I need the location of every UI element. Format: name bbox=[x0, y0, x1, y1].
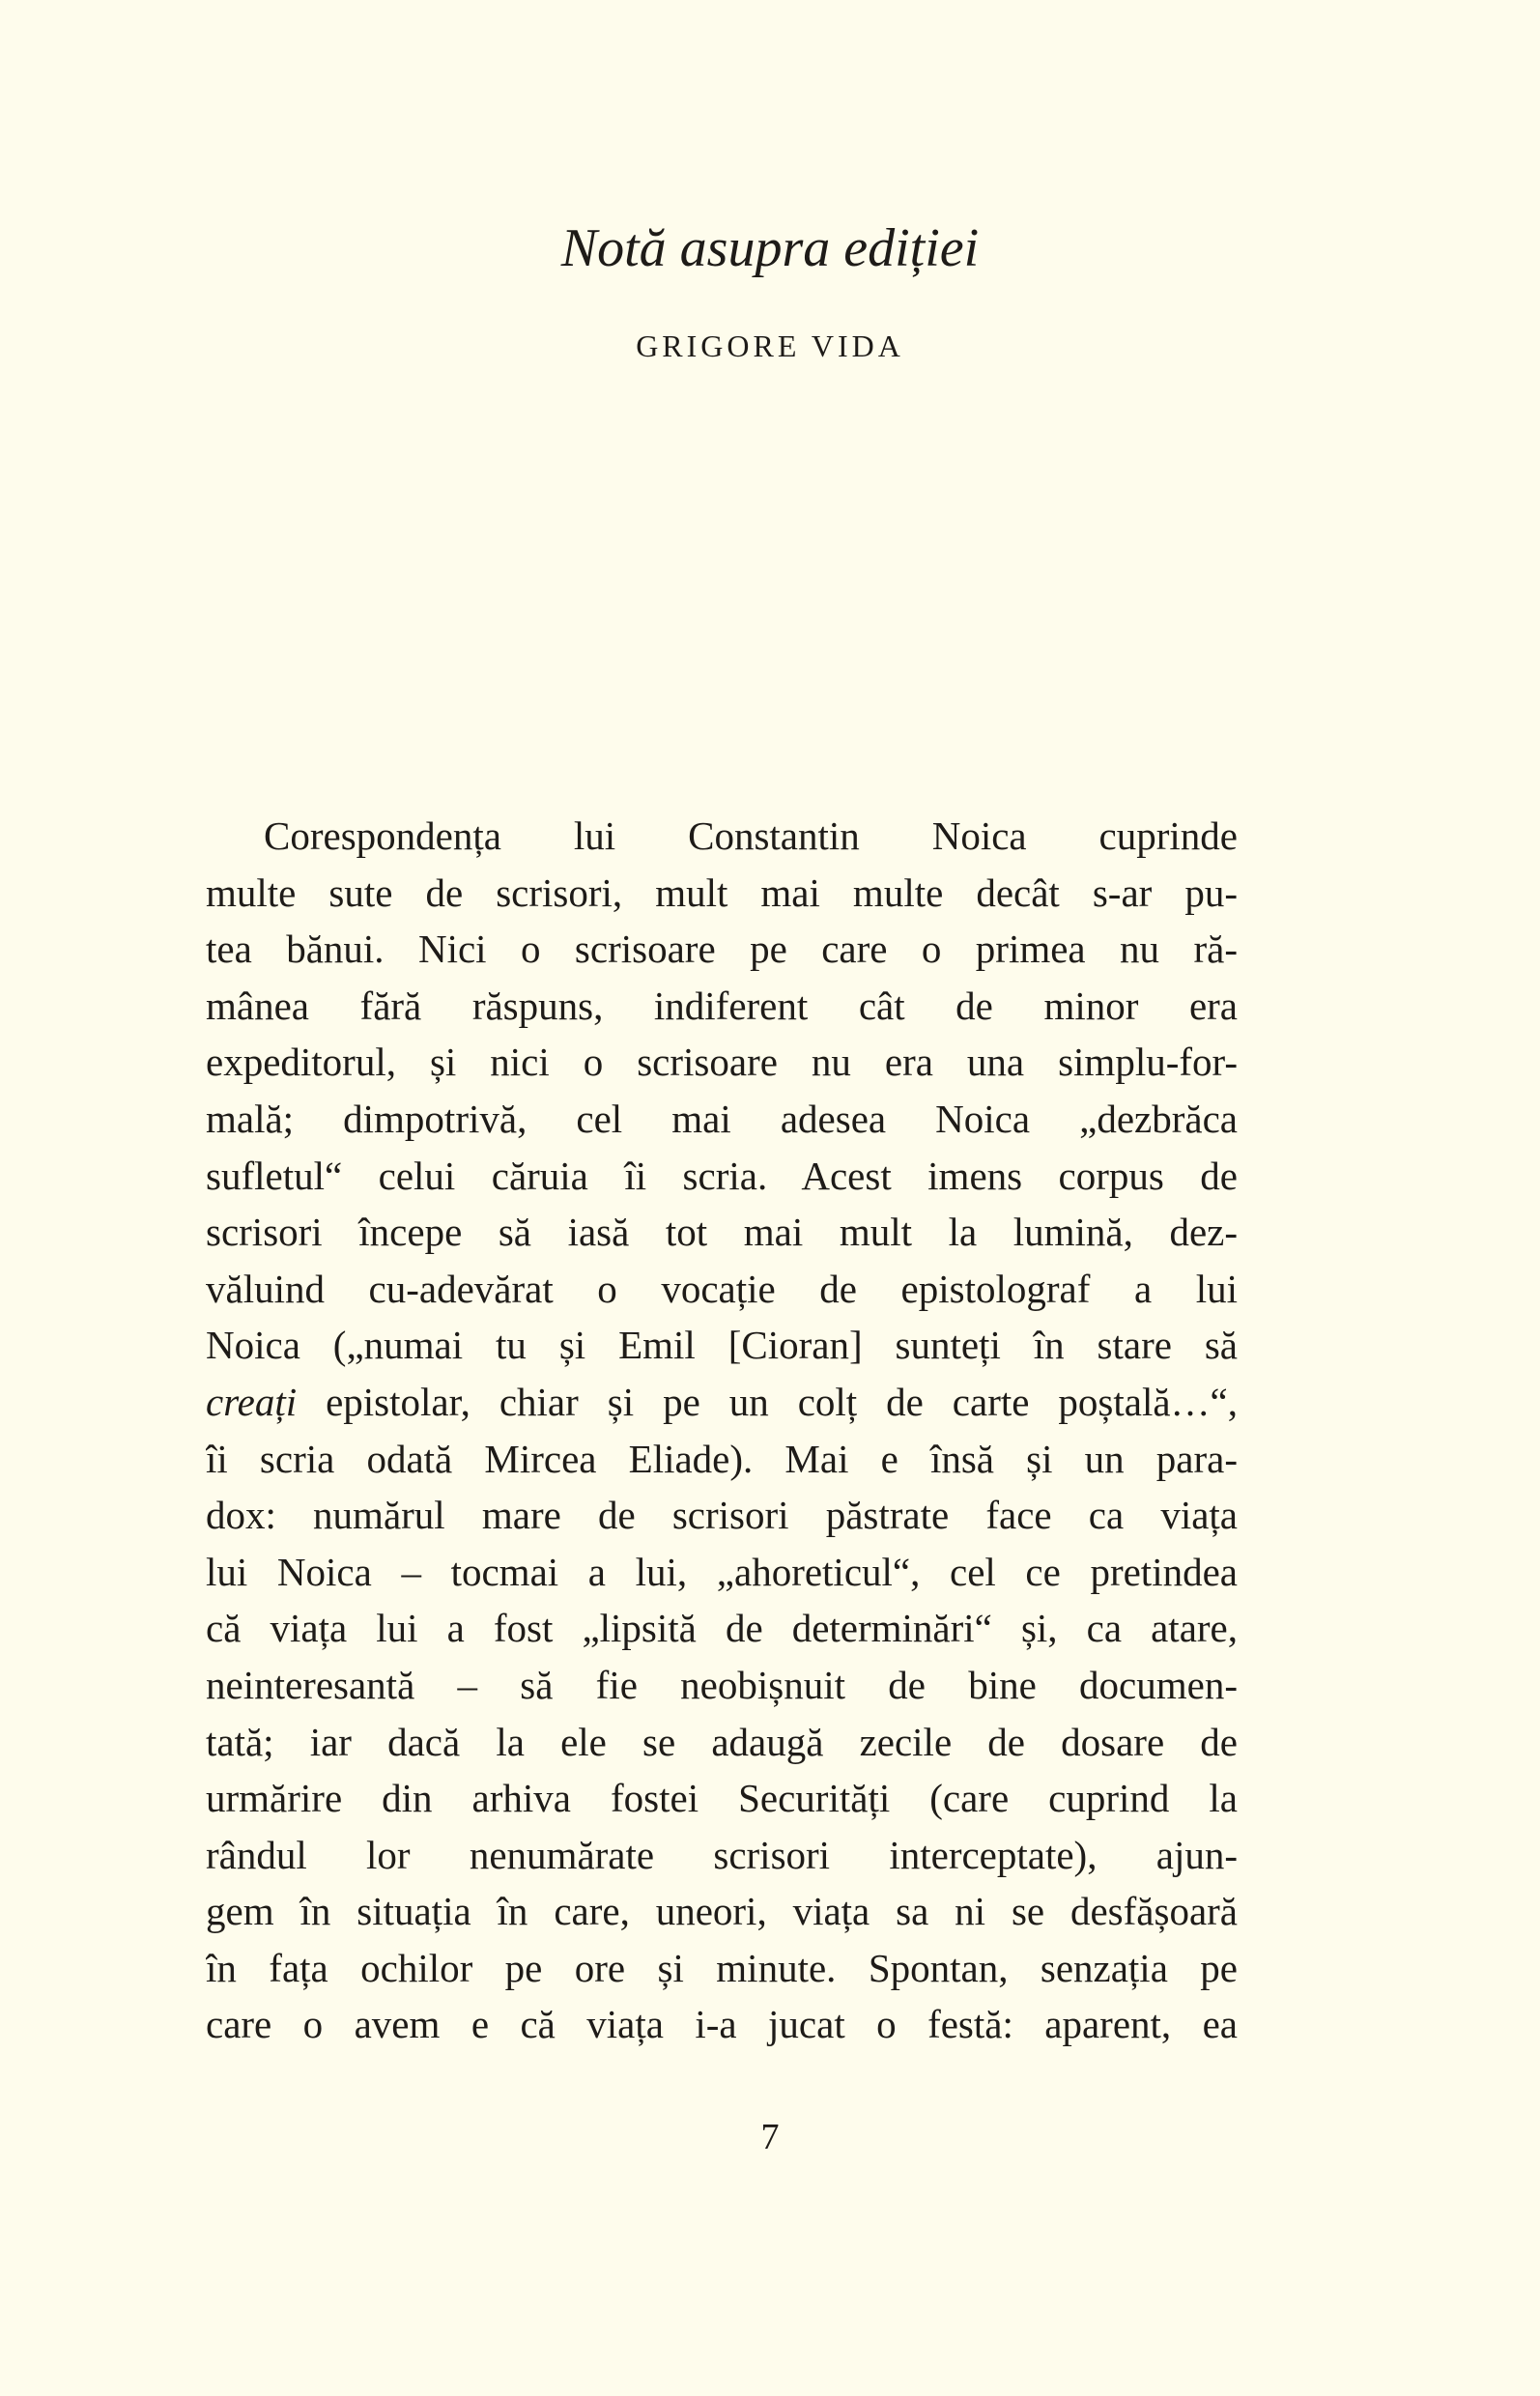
text-line: expeditorul, și nici o scrisoare nu era una simplu-for- bbox=[206, 1040, 1238, 1085]
text-line: în fața ochilor pe ore și minute. Spontan, senzația pe bbox=[206, 1945, 1238, 1990]
italic-word: creați bbox=[206, 1379, 298, 1424]
text-line: urmărire din arhiva fostei Securități (care cuprind la bbox=[206, 1776, 1238, 1821]
text-line: Noica („numai tu și Emil [Cioran] sunteți în stare să bbox=[206, 1323, 1238, 1368]
text-line: lui Noica – tocmai a lui, „ahoreticul“, cel ce pretindea bbox=[206, 1549, 1238, 1594]
text-line: gem în situația în care, uneori, viața sa ni se desfășoară bbox=[206, 1889, 1238, 1934]
text-line: rândul lor nenumărate scrisori interceptate), ajun- bbox=[206, 1832, 1238, 1877]
text-line: neinteresantă – să fie neobișnuit de bine documen- bbox=[206, 1662, 1238, 1707]
text-line: dox: numărul mare de scrisori păstrate face ca viața bbox=[206, 1493, 1238, 1538]
author-name: GRIGORE VIDA bbox=[636, 328, 904, 363]
text-line: multe sute de scrisori, mult mai multe decât s-ar pu- bbox=[206, 870, 1238, 915]
text-line: mânea fără răspuns, indiferent cât de minor era bbox=[206, 983, 1238, 1028]
text-line: văluind cu-adevărat o vocație de epistolograf a lui bbox=[206, 1266, 1238, 1311]
text-line: sufletul“ celui căruia îi scria. Acest imens corpus de bbox=[206, 1153, 1238, 1198]
text-line: îi scria odată Mircea Eliade). Mai e însă și un para- bbox=[206, 1436, 1238, 1481]
text-line bbox=[206, 1374, 1238, 1431]
text-line: tea bănui. Nici o scrisoare pe care o primea nu ră- bbox=[206, 927, 1238, 972]
page-number: 7 bbox=[760, 2117, 780, 2157]
body-text bbox=[206, 808, 1238, 2053]
text-line: mală; dimpotrivă, cel mai adesea Noica „dezbrăca bbox=[206, 1096, 1238, 1141]
text-line: că viața lui a fost „lipsită de determinări“ și, ca atare, bbox=[206, 1606, 1238, 1651]
text-line: scrisori începe să iasă tot mai mult la lumină, dez- bbox=[206, 1210, 1238, 1255]
text-span: epistolar, chiar și pe un colț de carte poștală…“, bbox=[297, 1379, 1238, 1424]
text-line: Corespondența lui Constantin Noica cuprinde bbox=[264, 813, 1238, 858]
text-line: tată; iar dacă la ele se adaugă zecile de dosare de bbox=[206, 1719, 1238, 1764]
text-line: care o avem e că viața i-a jucat o festă: aparent, ea bbox=[206, 2002, 1238, 2047]
chapter-title: Notă asupra ediției bbox=[560, 218, 980, 278]
